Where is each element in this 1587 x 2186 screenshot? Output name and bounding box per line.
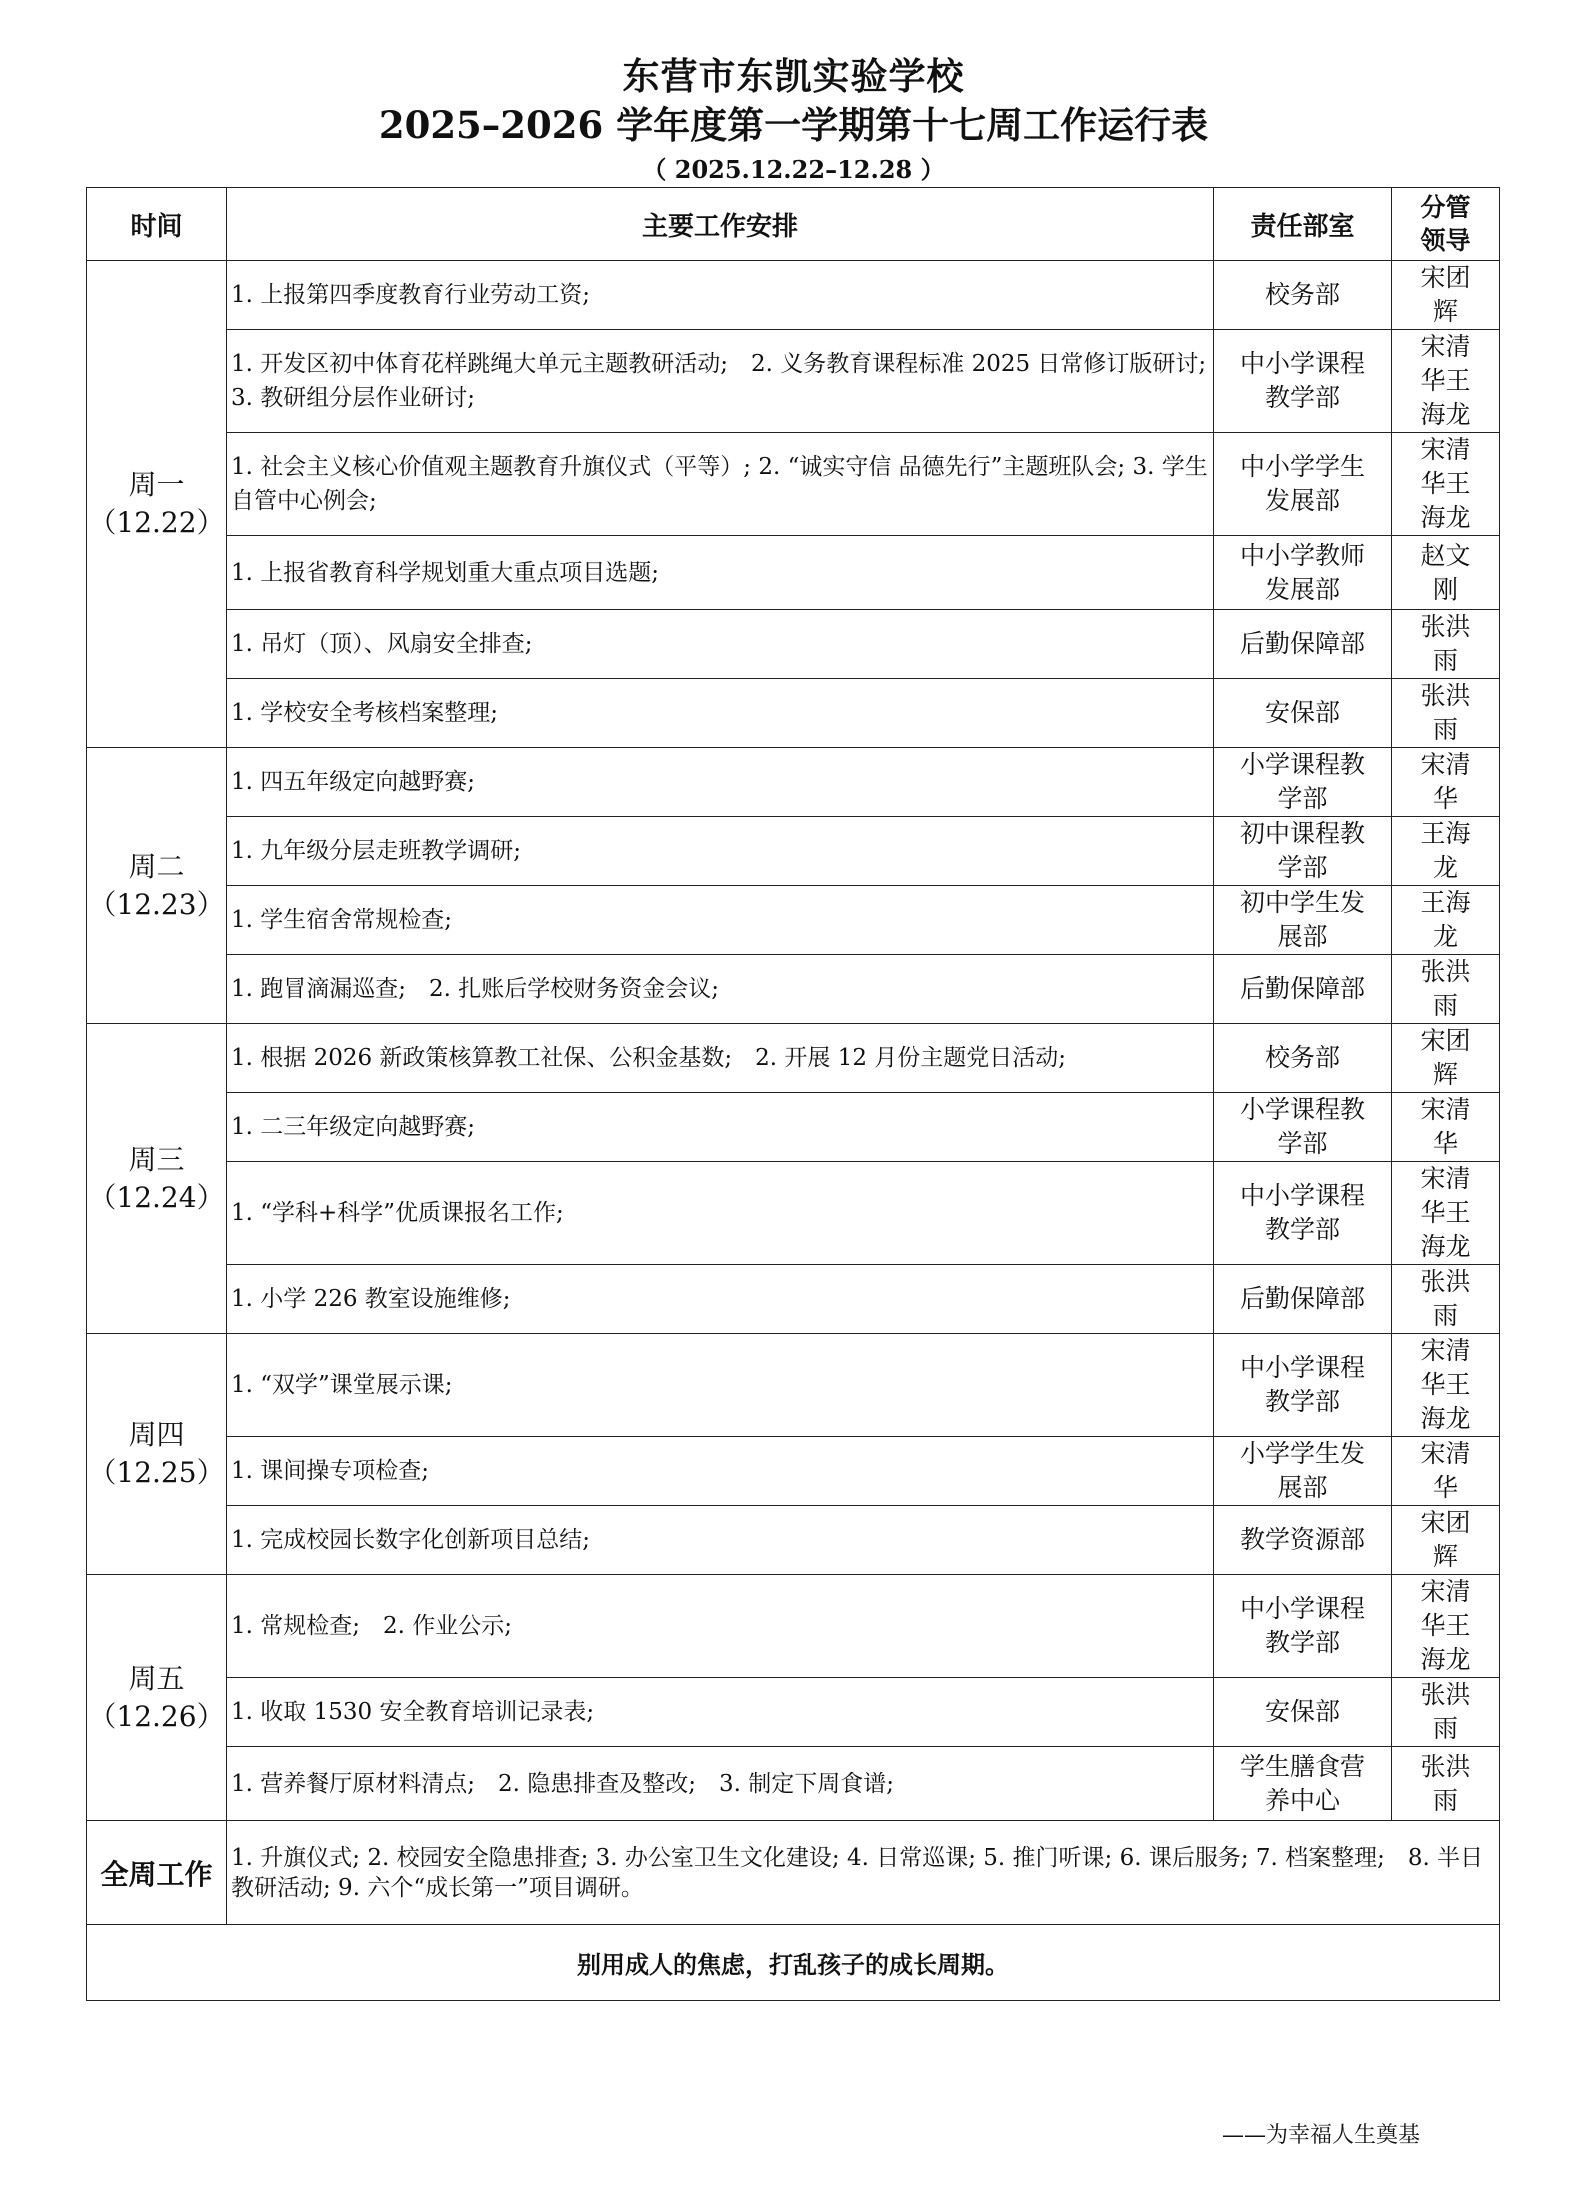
day-date: （12.26）	[88, 1699, 225, 1733]
task-cell-text: 1. 营养餐厅原材料清点; 2. 隐患排查及整改; 3. 制定下周食谱;	[231, 1770, 895, 1797]
dept-cell-text: 中小学教师发展部	[1239, 540, 1365, 604]
table-row	[87, 1506, 1500, 1575]
lead-cell	[1392, 1678, 1500, 1747]
task-cell	[227, 955, 1214, 1024]
lead-cell-text: 张洪雨	[1420, 957, 1471, 1020]
dept-cell-text: 小学课程教学部	[1239, 750, 1365, 813]
lead-cell-text: 张洪雨	[1420, 1751, 1471, 1815]
dept-cell	[1214, 679, 1392, 748]
dept-cell	[1214, 1575, 1392, 1678]
weekly-text: 1. 升旗仪式; 2. 校园安全隐患排查; 3. 办公室卫生文化建设; 4. 日常巡课; 5. 推门听课; 6. 课后服务; 7. 档案整理; 8. 半日教研活动; 9. 六个“成长第一”项目调研。	[227, 1821, 1500, 1925]
lead-cell	[1392, 536, 1500, 610]
table-row	[87, 1162, 1500, 1265]
lead-cell	[1392, 1265, 1500, 1334]
dept-cell-text: 小学学生发展部	[1239, 1439, 1365, 1502]
task-cell	[227, 1093, 1214, 1162]
lead-cell	[1392, 1747, 1500, 1821]
dept-cell-text: 校务部	[1264, 280, 1340, 309]
lead-cell	[1392, 1437, 1500, 1506]
dept-cell-text: 中小学课程教学部	[1239, 349, 1365, 412]
day-name: 周五	[128, 1661, 185, 1695]
dept-cell-text: 初中课程教学部	[1239, 819, 1365, 882]
lead-cell-text: 宋团辉	[1420, 1026, 1471, 1089]
dept-cell	[1214, 261, 1392, 330]
task-cell-text: 1. 上报第四季度教育行业劳动工资;	[231, 282, 591, 308]
table-row	[87, 1093, 1500, 1162]
weekly-row	[87, 1821, 1500, 1925]
lead-cell-text: 王海龙	[1420, 888, 1471, 951]
dept-cell-text: 中小学学生发展部	[1239, 452, 1365, 515]
lead-cell	[1392, 1575, 1500, 1678]
task-cell-text: 1. 社会主义核心价值观主题教育升旗仪式（平等）; 2. “诚实守信 品德先行”主题班队会; 3. 学生自管中心例会;	[231, 454, 1208, 514]
day-cell	[87, 1575, 227, 1821]
task-cell-text: 1. 小学 226 教室设施维修;	[231, 1286, 511, 1312]
header	[0, 52, 1587, 190]
lead-cell-text: 宋团辉	[1420, 263, 1471, 326]
lead-cell	[1392, 817, 1500, 886]
task-cell	[227, 433, 1214, 536]
task-cell	[227, 1024, 1214, 1093]
dept-cell	[1214, 1678, 1392, 1747]
lead-cell	[1392, 886, 1500, 955]
lead-cell-text: 张洪雨	[1420, 1680, 1471, 1743]
dept-cell	[1214, 1093, 1392, 1162]
lead-cell	[1392, 1162, 1500, 1265]
dept-cell	[1214, 1334, 1392, 1437]
dept-cell	[1214, 1265, 1392, 1334]
table-row	[87, 955, 1500, 1024]
dept-cell-text: 后勤保障部	[1239, 1284, 1365, 1313]
task-cell	[227, 330, 1214, 433]
task-cell-text: 1. 根据 2026 新政策核算教工社保、公积金基数; 2. 开展 12 月份主题党日活动;	[231, 1045, 1067, 1071]
task-cell-text: 1. 四五年级定向越野赛;	[231, 769, 476, 795]
task-cell-text: 1. 课间操专项检查;	[231, 1458, 430, 1484]
task-cell-text: 1. 上报省教育科学规划重大重点项目选题;	[231, 559, 660, 586]
motto-row	[87, 1925, 1500, 2001]
lead-cell-text: 张洪雨	[1420, 681, 1471, 744]
task-cell-text: 1. 吊灯（顶）、风扇安全排查;	[231, 631, 533, 657]
task-cell	[227, 817, 1214, 886]
lead-cell	[1392, 679, 1500, 748]
dept-cell	[1214, 536, 1392, 610]
dept-cell	[1214, 1024, 1392, 1093]
schedule-table	[86, 187, 1500, 2001]
day-name: 周二	[128, 849, 185, 883]
lead-cell	[1392, 955, 1500, 1024]
lead-cell	[1392, 433, 1500, 536]
task-cell-text: 1. 二三年级定向越野赛;	[231, 1114, 476, 1140]
task-cell-text: 1. 收取 1530 安全教育培训记录表;	[231, 1699, 595, 1725]
task-cell-text: 1. 开发区初中体育花样跳绳大单元主题教研活动; 2. 义务教育课程标准 2025 日常修订版研讨; 3. 教研组分层作业研讨;	[231, 351, 1207, 411]
lead-cell	[1392, 1506, 1500, 1575]
header-row	[87, 188, 1500, 261]
dept-cell	[1214, 748, 1392, 817]
dept-cell-text: 安保部	[1264, 698, 1340, 727]
lead-cell-text: 宋清华	[1420, 1095, 1471, 1158]
table-row	[87, 1024, 1500, 1093]
col-lead-label: 分管领导	[1420, 193, 1471, 255]
col-dept: 责任部室	[1214, 188, 1392, 261]
table-row	[87, 261, 1500, 330]
day-cell	[87, 1334, 227, 1575]
task-cell-text: 1. “双学”课堂展示课;	[231, 1372, 453, 1398]
school-name: 东营市东凯实验学校	[622, 54, 965, 98]
dept-cell	[1214, 330, 1392, 433]
lead-cell-text: 宋清华王海龙	[1420, 1336, 1471, 1433]
col-lead	[1392, 188, 1500, 261]
task-cell-text: 1. 学生宿舍常规检查;	[231, 907, 453, 933]
lead-cell	[1392, 1093, 1500, 1162]
dept-cell	[1214, 610, 1392, 679]
dept-cell-text: 后勤保障部	[1239, 974, 1365, 1003]
table-row	[87, 536, 1500, 610]
table-row	[87, 1575, 1500, 1678]
task-cell	[227, 1162, 1214, 1265]
lead-cell-text: 王海龙	[1420, 819, 1471, 882]
lead-cell-text: 宋清华	[1420, 1439, 1471, 1502]
col-time: 时间	[87, 188, 227, 261]
lead-cell	[1392, 1024, 1500, 1093]
weekly-label: 全周工作	[87, 1821, 227, 1925]
lead-cell	[1392, 1334, 1500, 1437]
task-cell	[227, 261, 1214, 330]
task-cell-text: 1. 学校安全考核档案整理;	[231, 700, 499, 726]
dept-cell-text: 中小学课程教学部	[1239, 1353, 1365, 1416]
day-cell	[87, 261, 227, 748]
task-cell	[227, 610, 1214, 679]
date-range: （ 2025.12.22–12.28 ）	[642, 155, 945, 184]
dept-cell-text: 中小学课程教学部	[1239, 1181, 1365, 1244]
task-cell	[227, 679, 1214, 748]
day-cell	[87, 748, 227, 1024]
day-name: 周三	[128, 1142, 185, 1176]
table-row	[87, 748, 1500, 817]
dept-cell	[1214, 1437, 1392, 1506]
dept-cell-text: 后勤保障部	[1239, 629, 1365, 658]
task-cell-text: 1. 常规检查; 2. 作业公示;	[231, 1613, 513, 1639]
schedule-body	[87, 261, 1500, 1821]
dept-cell-text: 小学课程教学部	[1239, 1095, 1365, 1158]
table-row	[87, 1265, 1500, 1334]
lead-cell-text: 宋清华王海龙	[1420, 435, 1471, 532]
task-cell	[227, 1575, 1214, 1678]
task-cell	[227, 1678, 1214, 1747]
table-row	[87, 610, 1500, 679]
dept-cell-text: 安保部	[1264, 1697, 1340, 1726]
lead-cell-text: 赵文刚	[1420, 540, 1471, 604]
table-row	[87, 1437, 1500, 1506]
dept-cell-text: 学生膳食营养中心	[1239, 1751, 1365, 1815]
dept-cell-text: 校务部	[1264, 1043, 1340, 1072]
day-name: 周四	[128, 1418, 185, 1451]
dept-cell	[1214, 1162, 1392, 1265]
table-row	[87, 330, 1500, 433]
lead-cell	[1392, 330, 1500, 433]
task-cell	[227, 536, 1214, 610]
task-cell	[227, 1506, 1214, 1575]
lead-cell-text: 宋清华	[1420, 750, 1471, 813]
motto: 别用成人的焦虑，打乱孩子的成长周期。	[87, 1925, 1500, 2001]
table-row	[87, 1678, 1500, 1747]
task-cell	[227, 1437, 1214, 1506]
task-cell	[227, 748, 1214, 817]
page-title: 2025–2026 学年度第一学期第十七周工作运行表	[378, 103, 1209, 147]
task-cell-text: 1. “学科+科学”优质课报名工作;	[231, 1200, 564, 1226]
lead-cell-text: 张洪雨	[1420, 612, 1471, 675]
task-cell	[227, 1265, 1214, 1334]
task-cell-text: 1. 完成校园长数字化创新项目总结;	[231, 1527, 591, 1553]
dept-cell	[1214, 817, 1392, 886]
task-cell	[227, 1334, 1214, 1437]
day-name: 周一	[128, 468, 185, 501]
lead-cell	[1392, 748, 1500, 817]
dept-cell	[1214, 955, 1392, 1024]
dept-cell	[1214, 1747, 1392, 1821]
dept-cell	[1214, 1506, 1392, 1575]
lead-cell-text: 宋清华王海龙	[1420, 1164, 1471, 1261]
lead-cell	[1392, 261, 1500, 330]
lead-cell-text: 宋清华王海龙	[1420, 1577, 1471, 1674]
lead-cell	[1392, 610, 1500, 679]
dept-cell	[1214, 433, 1392, 536]
task-cell-text: 1. 九年级分层走班教学调研;	[231, 838, 522, 864]
dept-cell-text: 教学资源部	[1239, 1525, 1365, 1554]
col-work: 主要工作安排	[227, 188, 1214, 261]
day-date: （12.23）	[88, 887, 225, 921]
lead-cell-text: 宋清华王海龙	[1420, 332, 1471, 429]
task-cell	[227, 1747, 1214, 1821]
task-cell	[227, 886, 1214, 955]
table-row	[87, 679, 1500, 748]
day-date: （12.22）	[88, 506, 225, 539]
table-row	[87, 1747, 1500, 1821]
day-cell	[87, 1024, 227, 1334]
lead-cell-text: 宋团辉	[1420, 1508, 1471, 1571]
dept-cell-text: 中小学课程教学部	[1239, 1594, 1365, 1657]
lead-cell-text: 张洪雨	[1420, 1267, 1471, 1330]
dept-cell-text: 初中学生发展部	[1239, 888, 1365, 951]
table-row	[87, 817, 1500, 886]
footer-slogan: ——为幸福人生奠基	[1222, 2123, 1421, 2148]
table-row	[87, 433, 1500, 536]
table-row	[87, 1334, 1500, 1437]
dept-cell	[1214, 886, 1392, 955]
task-cell-text: 1. 跑冒滴漏巡查; 2. 扎账后学校财务资金会议;	[231, 976, 720, 1002]
day-date: （12.25）	[88, 1456, 225, 1489]
table-row	[87, 886, 1500, 955]
day-date: （12.24）	[88, 1180, 225, 1214]
